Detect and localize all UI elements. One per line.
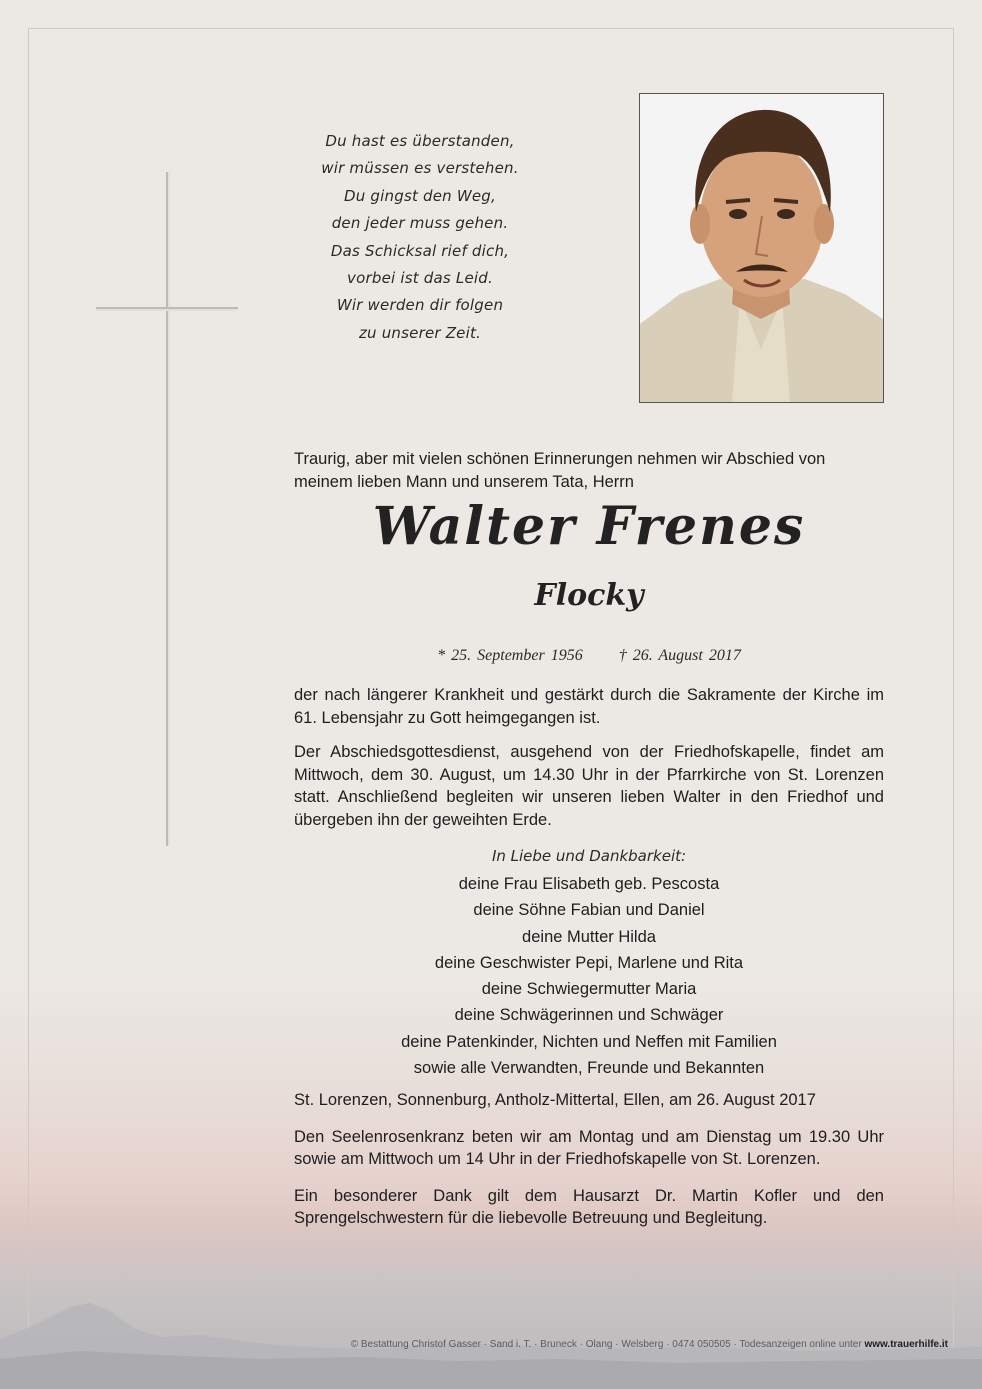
cross-horizontal-bar (96, 307, 238, 309)
family-list (294, 871, 884, 1081)
cross-vertical-bar (166, 172, 168, 846)
family-line: deine Söhne Fabian und Daniel (473, 901, 705, 920)
poem-line: zu unserer Zeit. (358, 323, 482, 342)
footer (351, 1339, 948, 1350)
birth-date: * 25. September 1956 (437, 647, 583, 664)
family-line: deine Schwiegermutter Maria (481, 980, 697, 999)
poem-line: Du gingst den Weg, (344, 186, 496, 205)
poem-line: Du hast es überstanden, (325, 132, 515, 150)
footer-link[interactable]: www.trauerhilfe.it (864, 1339, 948, 1350)
nickname: Flocky (534, 578, 644, 613)
poem-line: Das Schicksal rief dich, (330, 241, 510, 260)
passing-paragraph: der nach längerer Krankheit und gestärkt durch die Sakramente der Kirche im 61. Lebensjahr zu Gott heimgegangen ist. (294, 686, 884, 727)
family-line: deine Mutter Hilda (522, 927, 656, 946)
rosary-paragraph: Den Seelenrosenkranz beten wir am Montag und am Dienstag um 19.30 Uhr sowie am Mittwoch um 14 Uhr in der Friedhofskapelle von St. Lorenzen. (294, 1127, 884, 1169)
thanks-heading: In Liebe und Dankbarkeit: (491, 847, 687, 865)
family-line: deine Schwägerinnen und Schwäger (454, 1006, 724, 1025)
death-date: † 26. August 2017 (618, 647, 741, 664)
family-line: deine Patenkinder, Nichten und Neffen mit Familien (401, 1032, 777, 1051)
poem-line: Wir werden dir folgen (336, 296, 504, 315)
obituary-body (294, 684, 884, 1230)
thanks-paragraph: Ein besonderer Dank gilt dem Hausarzt Dr. Martin Kofler und den Sprengelschwestern für die liebevolle Betreuung und Begleitung. (294, 1186, 884, 1228)
funeral-paragraph: Der Abschiedsgottesdienst, ausgehend von der Friedhofskapelle, findet am Mittwoch, dem 30. August, um 14.30 Uhr in der Pfarrkirche von St. Lorenzen statt. Anschließend begleiten wir unseren lieben Walter in den Friedhof und übergeben ihn der geweihten Erde. (294, 743, 884, 829)
poem (290, 128, 550, 347)
portrait-photo (639, 93, 884, 403)
footer-text: © Bestattung Christof Gasser · Sand i. T. · Bruneck · Olang · Welsberg · 0474 050505 · Todesanzeigen online unter (350, 1339, 862, 1350)
family-line: deine Geschwister Pepi, Marlene und Rita (434, 953, 744, 972)
deceased-name: Walter Frenes (372, 496, 806, 557)
intro-text: Traurig, aber mit vielen schönen Erinnerungen nehmen wir Abschied von meinem lieben Mann und unserem Tata, Herrn (294, 450, 826, 491)
family-line: deine Frau Elisabeth geb. Pescosta (458, 875, 720, 893)
poem-line: den jeder muss gehen. (331, 214, 509, 233)
mountain-landscape (0, 1219, 982, 1389)
family-line: sowie alle Verwandten, Freunde und Bekannten (413, 1059, 765, 1078)
portrait-image (640, 94, 883, 402)
life-dates (294, 647, 884, 665)
poem-line: vorbei ist das Leid. (347, 269, 493, 288)
poem-line: wir müssen es verstehen. (321, 159, 519, 178)
place-date: St. Lorenzen, Sonnenburg, Antholz-Mittertal, Ellen, am 26. August 2017 (294, 1091, 816, 1110)
